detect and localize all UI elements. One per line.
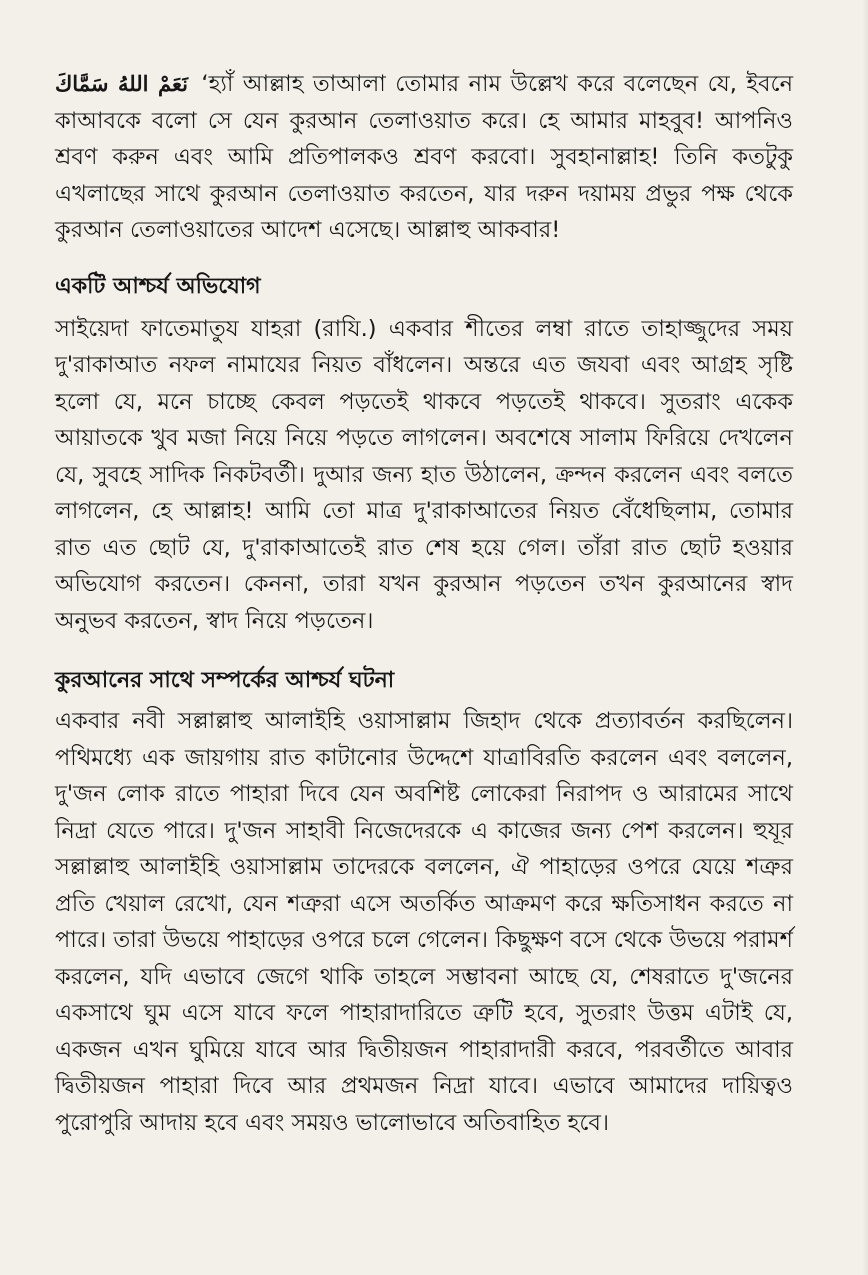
book-page xyxy=(55,66,793,1141)
arabic-phrase: نَعَمْ اللهُ سَمَّاكَ xyxy=(55,71,188,96)
section-heading-complaint: একটি আশ্চর্য অভিযোগ xyxy=(55,273,261,299)
section-paragraph-complaint: সাইয়েদা ফাতেমাতুয যাহরা (রাযি.) একবার শীতের লম্বা রাতে তাহাজ্জুদের সময় দু'রাকাআত নফল নামাযের নিয়ত বাঁধলেন। অন্তরে এত জযবা এবং আগ্রহ সৃষ্টি হলো যে, মনে চাচ্ছে কেবল পড়তেই থাকবে পড়তেই থাকবে। সুতরাং একেক আয়াতকে খুব মজা নিয়ে নিয়ে পড়তে লাগলেন। অবশেষে সালাম ফিরিয়ে দেখলেন যে, সুবহে সাদিক নিকটবর্তী। দুআর জন্য হাত উঠালেন, ক্রন্দন করলেন এবং বলতে লাগলেন, হে আল্লাহ! আমি তো মাত্র দু'রাকাআতের নিয়ত বেঁধেছিলাম, তোমার রাত এত ছোট যে, দু'রাকাআতেই রাত শেষ হয়ে গেল। তাঁরা রাত ছোট হওয়ার অভিযোগ করতেন। কেননা, তারা যখন কুরআন পড়তেন তখন কুরআনের স্বাদ অনুভব করতেন, স্বাদ নিয়ে পড়তেন। xyxy=(55,315,793,634)
section-heading-quran-incident: কুরআনের সাথে সম্পর্কের আশ্চর্য ঘটনা xyxy=(55,668,395,693)
page-edge-shadow xyxy=(862,0,868,1275)
section-paragraph-quran-incident: একবার নবী সল্লাল্লাহু আলাইহি ওয়াসাল্লাম জিহাদ থেকে প্রত্যাবর্তন করছিলেন। পথিমধ্যে এক জায়গায় রাত কাটানোর উদ্দেশে যাত্রাবিরতি করলেন এবং বললেন, দু'জন লোক রাতে পাহারা দিবে যেন অবশিষ্ট লোকেরা নিরাপদ ও আরামের সাথে নিদ্রা যেতে পারে। দু'জন সাহাবী নিজেদেরকে এ কাজের জন্য পেশ করলেন। হুযূর সল্লাল্লাহু আলাইহি ওয়াসাল্লাম তাদেরকে বললেন, ঐ পাহাড়ের ওপরে যেয়ে শত্রুর প্রতি খেয়াল রেখো, যেন শত্রুরা এসে অতর্কিত আক্রমণ করে ক্ষতিসাধন করতে না পারে। তারা উভয়ে পাহাড়ের ওপরে চলে গেলেন। কিছুক্ষণ বসে থেকে উভয়ে পরামর্শ করলেন, যদি এভাবে জেগে থাকি তাহলে সম্ভাবনা আছে যে, শেষরাতে দু'জনের একসাথে ঘুম এসে যাবে ফলে পাহারাদারিতে ত্রুটি হবে, সুতরাং উত্তম এটাই যে, একজন এখন ঘুমিয়ে যাবে আর দ্বিতীয়জন পাহারাদারী করবে, পরবর্তীতে আবার দ্বিতীয়জন পাহারা দিবে আর প্রথমজন নিদ্রা যাবে। এভাবে আমাদের দায়িত্বও পুরোপুরি আদায় হবে এবং সময়ও ভালোভাবে অতিবাহিত হবে। xyxy=(55,708,793,1136)
intro-paragraph xyxy=(55,66,793,249)
intro-text: ‘হ্যাঁ আল্লাহ তাআলা তোমার নাম উল্লেখ করে বলেছেন যে, ইবনে কাআবকে বলো সে যেন কুরআন তেলাওয়াত করে। হে আমার মাহবুব! আপনিও শ্রবণ করুন এবং আমি প্রতিপালকও শ্রবণ করবো। সুবহানাল্লাহ! তিনি কতটুকু এখলাছের সাথে কুরআন তেলাওয়াত করতেন, যার দরুন দয়াময় প্রভুর পক্ষ থেকে কুরআন তেলাওয়াতের আদেশ এসেছে। আল্লাহু আকবার! xyxy=(55,71,793,243)
